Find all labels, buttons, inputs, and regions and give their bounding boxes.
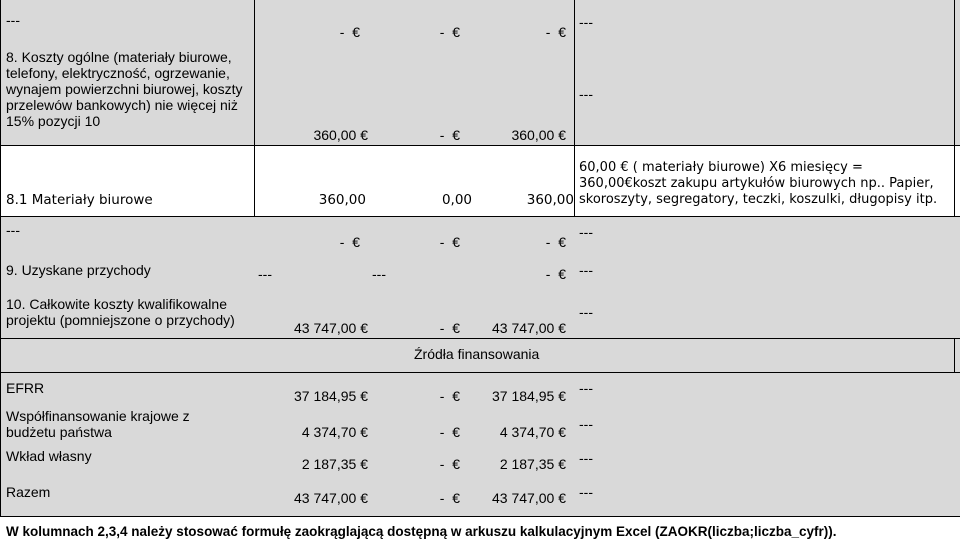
row10-note: --- <box>579 304 593 320</box>
euro-sign: € <box>360 456 368 472</box>
row8-col2: 360,00 € <box>313 127 368 143</box>
row8-label: 8. Koszty ogólne (materiały biurowe, telefony, elektryczność, ogrzewanie, wynajem powierzchni biurowej, koszty przelewów bankowych) nie więcej niż 15% pozycji 10 <box>6 49 243 129</box>
row-top-col2: - € <box>339 24 360 40</box>
euro-sign: € <box>558 24 566 40</box>
source-wklad-col2: 2 187,35 € <box>301 456 368 472</box>
row9-col4: - € <box>545 266 566 282</box>
row-dash-col4: - € <box>545 234 566 250</box>
source-wklad-note: --- <box>579 450 593 466</box>
euro-sign: € <box>452 127 460 143</box>
source-krajowe-col2: 4 374,70 € <box>301 424 368 440</box>
source-label-razem: Razem <box>6 484 51 500</box>
row10-label: 10. Całkowite koszty kwalifikowalne projektu (pomniejszone o przychody) <box>6 296 235 328</box>
source-krajowe-col4: 4 374,70 € <box>499 424 566 440</box>
euro-sign: € <box>360 424 368 440</box>
source-krajowe-note: --- <box>579 416 593 432</box>
section-title: Źródła finansowania <box>414 346 540 362</box>
row-dash-note: --- <box>579 224 593 240</box>
row81-col4: 360,00 <box>526 192 574 208</box>
source-efrr-col2: 37 184,95 € <box>294 388 368 404</box>
euro-sign: € <box>452 320 460 336</box>
euro-sign: € <box>360 490 368 506</box>
row8-note: --- <box>579 86 593 102</box>
euro-sign: € <box>360 127 368 143</box>
euro-sign: € <box>558 127 566 143</box>
footer-note: W kolumnach 2,3,4 należy stosować formułę zaokrąglającą dostępną w arkuszu kalkulacyjnym Excel (ZAOKR(liczba;liczba_cyfr)). <box>6 524 837 539</box>
euro-sign: € <box>558 424 566 440</box>
row8-col3: - € <box>439 127 460 143</box>
row9-note: --- <box>579 262 593 278</box>
source-razem-col4: 43 747,00 € <box>492 490 566 506</box>
euro-sign: € <box>558 490 566 506</box>
euro-sign: € <box>360 388 368 404</box>
row9-col3: --- <box>372 266 386 282</box>
source-razem-col2: 43 747,00 € <box>294 490 368 506</box>
row-top-note: --- <box>579 14 593 30</box>
row9-label: 9. Uzyskane przychody <box>6 262 151 278</box>
euro-sign: € <box>558 456 566 472</box>
source-label-efrr: EFRR <box>6 380 45 396</box>
row9-col2: --- <box>258 266 272 282</box>
row81-label: 8.1 Materiały biurowe <box>6 192 153 208</box>
source-krajowe-col3: - € <box>439 424 460 440</box>
euro-sign: € <box>558 388 566 404</box>
row81-col3: 0,00 <box>441 192 472 208</box>
source-efrr-col4: 37 184,95 € <box>492 388 566 404</box>
source-razem-note: --- <box>579 484 593 500</box>
source-efrr-col3: - € <box>439 388 460 404</box>
euro-sign: € <box>558 320 566 336</box>
euro-sign: € <box>558 234 566 250</box>
row-top-col3: - € <box>439 24 460 40</box>
source-label-krajowe: Współfinansowanie krajowe z budżetu państwa <box>6 408 190 440</box>
row-dash-col2: - € <box>339 234 360 250</box>
row-dash-col3: - € <box>439 234 460 250</box>
source-efrr-note: --- <box>579 380 593 396</box>
row-top-col4: - € <box>545 24 566 40</box>
row-dash-label: --- <box>6 222 20 238</box>
row10-col4: 43 747,00 € <box>492 320 566 336</box>
row-top-label: --- <box>6 12 20 28</box>
row81-note: 60,00 € ( materiały biurowe) X6 miesięcy = 360,00€koszt zakupu artykułów biurowych np.. Papier, skoroszyty, segregatory, teczki, koszulki, długopisy itp. <box>579 160 938 207</box>
euro-sign: € <box>452 490 460 506</box>
euro-sign: € <box>352 24 360 40</box>
euro-sign: € <box>452 24 460 40</box>
euro-sign: € <box>452 424 460 440</box>
euro-sign: € <box>352 234 360 250</box>
euro-sign: € <box>360 320 368 336</box>
euro-sign: € <box>452 234 460 250</box>
source-wklad-col3: - € <box>439 456 460 472</box>
source-razem-col3: - € <box>439 490 460 506</box>
source-label-wklad: Wkład własny <box>6 448 92 464</box>
row10-col2: 43 747,00 € <box>294 320 368 336</box>
euro-sign: € <box>452 388 460 404</box>
row81-col2: 360,00 <box>318 192 366 208</box>
row8-col4: 360,00 € <box>511 127 566 143</box>
euro-sign: € <box>558 266 566 282</box>
source-wklad-col4: 2 187,35 € <box>499 456 566 472</box>
row10-col3: - € <box>439 320 460 336</box>
euro-sign: € <box>452 456 460 472</box>
